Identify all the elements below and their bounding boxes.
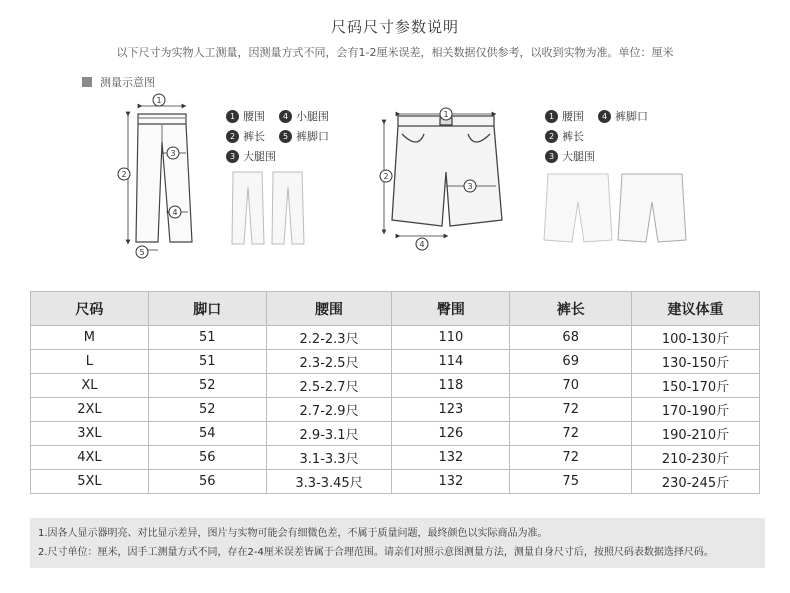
table-cell: 132 [392, 446, 510, 470]
table-cell: 123 [392, 398, 510, 422]
marker-4: 4 [172, 208, 178, 217]
table-cell: 114 [392, 350, 510, 374]
notes-box [30, 518, 765, 568]
table-cell: XL [31, 374, 149, 398]
section-header [82, 74, 155, 90]
table-cell: 72 [510, 398, 632, 422]
table-cell: 100-130斤 [632, 326, 760, 350]
table-header-row [31, 292, 760, 326]
col-header: 腰围 [266, 292, 392, 326]
measurement-diagram [0, 92, 790, 262]
table-cell: 4XL [31, 446, 149, 470]
table-cell: 51 [148, 326, 266, 350]
table-cell: 52 [148, 374, 266, 398]
table-cell: 170-190斤 [632, 398, 760, 422]
table-cell: 72 [510, 446, 632, 470]
table-cell: 2.7-2.9尺 [266, 398, 392, 422]
table-cell: M [31, 326, 149, 350]
table-cell: 69 [510, 350, 632, 374]
table-cell: 130-150斤 [632, 350, 760, 374]
col-header: 臀围 [392, 292, 510, 326]
marker-5: 5 [139, 248, 145, 257]
table-cell: 110 [392, 326, 510, 350]
table-cell: 132 [392, 470, 510, 494]
table-cell: 51 [148, 350, 266, 374]
col-header: 尺码 [31, 292, 149, 326]
svg-text:4: 4 [419, 240, 425, 249]
col-header: 裤长 [510, 292, 632, 326]
svg-text:2: 2 [383, 172, 389, 181]
table-cell: 3XL [31, 422, 149, 446]
legend-shorts: 1 腰围 4 裤脚口 2 裤长 3 大腿围 [545, 106, 648, 166]
legend-long-pants: 1 腰围 4 小腿围 2 裤长 5 裤脚口 3 大腿围 [226, 106, 329, 166]
table-row [31, 398, 760, 422]
table-cell: 118 [392, 374, 510, 398]
table-cell: 75 [510, 470, 632, 494]
note-line-2: 2.尺寸单位：厘米，因手工测量方式不同，存在2-4厘米误差皆属于合理范围。请亲们对照示意图测量方法，测量自身尺寸后，按照尺码表数据选择尺码。 [38, 547, 714, 558]
table-row [31, 446, 760, 470]
table-cell: 2.3-2.5尺 [266, 350, 392, 374]
table-cell: 2XL [31, 398, 149, 422]
table-cell: 2.2-2.3尺 [266, 326, 392, 350]
table-cell: 210-230斤 [632, 446, 760, 470]
table-row [31, 422, 760, 446]
table-row [31, 350, 760, 374]
table-cell: 5XL [31, 470, 149, 494]
marker-2: 2 [121, 170, 127, 179]
col-header: 建议体重 [632, 292, 760, 326]
section-label: 测量示意图 [100, 76, 155, 89]
shorts-thumbnails [544, 174, 686, 242]
table-cell: 3.1-3.3尺 [266, 446, 392, 470]
page-title: 尺码尺寸参数说明 [330, 18, 459, 36]
table-cell: 2.9-3.1尺 [266, 422, 392, 446]
table-cell: 68 [510, 326, 632, 350]
square-bullet-icon [82, 77, 92, 87]
size-table [30, 291, 760, 494]
table-cell: 52 [148, 398, 266, 422]
marker-1: 1 [156, 96, 162, 105]
table-cell: 56 [148, 446, 266, 470]
table-row [31, 326, 760, 350]
table-row [31, 374, 760, 398]
table-cell: 54 [148, 422, 266, 446]
table-cell: 230-245斤 [632, 470, 760, 494]
page-subtitle: 以下尺寸为实物人工测量，因测量方式不同，会有1-2厘米误差，相关数据仅供参考，以收到实物为准。单位：厘米 [116, 46, 674, 59]
table-cell: L [31, 350, 149, 374]
shorts-illustration [392, 116, 502, 226]
table-cell: 3.3-3.45尺 [266, 470, 392, 494]
table-cell: 126 [392, 422, 510, 446]
table-row [31, 470, 760, 494]
table-cell: 72 [510, 422, 632, 446]
col-header: 脚口 [148, 292, 266, 326]
table-cell: 56 [148, 470, 266, 494]
table-cell: 190-210斤 [632, 422, 760, 446]
svg-text:3: 3 [467, 182, 473, 191]
long-pants-thumbnails [232, 172, 304, 244]
table-cell: 2.5-2.7尺 [266, 374, 392, 398]
long-pants-illustration [136, 114, 192, 242]
table-cell: 150-170斤 [632, 374, 760, 398]
marker-3: 3 [170, 149, 176, 158]
svg-text:1: 1 [443, 110, 449, 119]
table-cell: 70 [510, 374, 632, 398]
note-line-1: 1.因各人显示器明亮、对比显示差异，图片与实物可能会有细微色差，不属于质量问题，最终颜色以实际商品为准。 [38, 528, 548, 539]
